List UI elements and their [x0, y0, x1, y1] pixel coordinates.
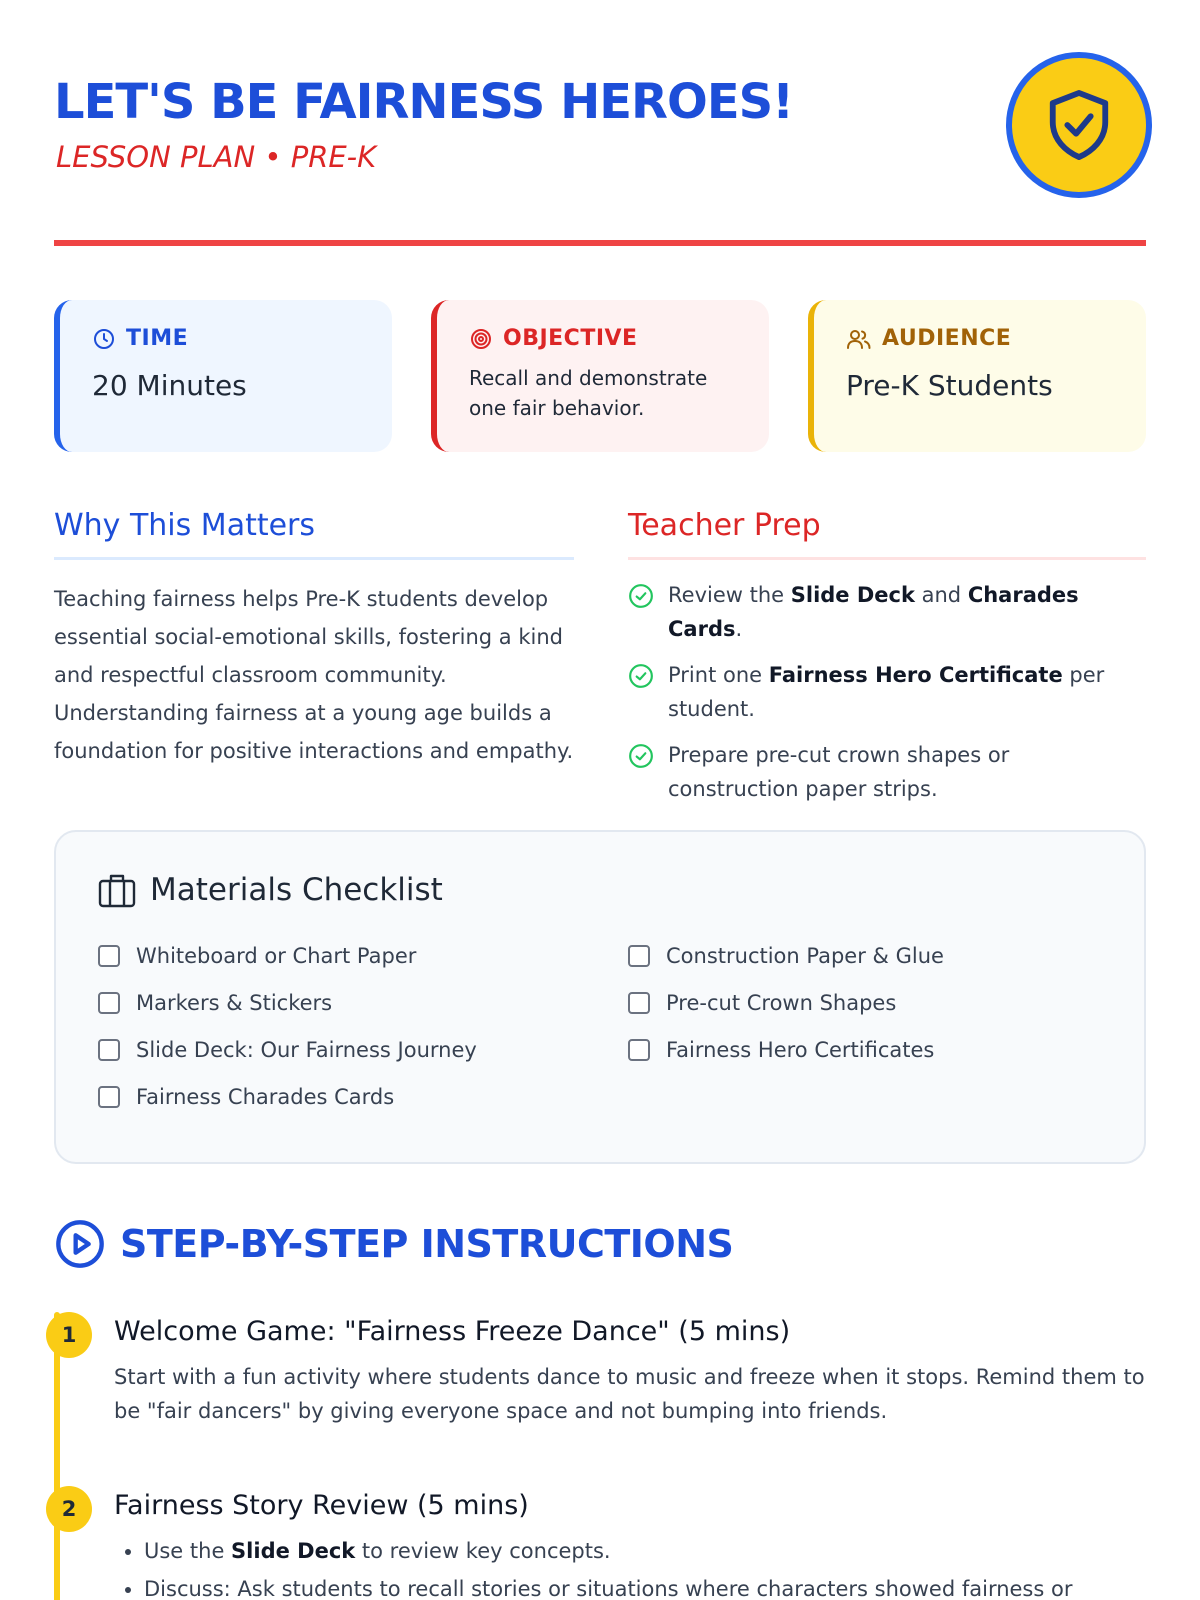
briefcase-icon [98, 872, 136, 908]
step-body: Start with a fun activity where students dance to music and freeze when it stops. Remind them to be "fair dancers" by giving everyone space and not bumping into friends. [114, 1365, 1145, 1423]
step-title: Fairness Story Review (5 mins) [114, 1490, 529, 1521]
page-subtitle: LESSON PLAN • PRE-K [56, 140, 377, 174]
checklist-item[interactable]: Pre-cut Crown Shapes [628, 979, 944, 1026]
why-body: Teaching fairness helps Pre-K students develop essential social-emotional skills, fostering a kind and respectful classroom community. Understanding fairness at a young age builds a foundation for positive interactions and empathy. [54, 587, 574, 763]
clock-icon [92, 327, 116, 351]
materials-checklist [54, 830, 1146, 1164]
step-item [46, 1486, 1146, 1600]
page-title: LET'S BE FAIRNESS HEROES! [54, 74, 794, 130]
prep-item: Prepare pre-cut crown shapes or construction paper strips. [628, 738, 1146, 806]
time-value: 20 Minutes [92, 369, 247, 402]
prep-list [628, 578, 1146, 806]
step-bullet: • Discuss: Ask students to recall stories or situations where characters showed fairness or [144, 1570, 1146, 1600]
step-number: 1 [46, 1312, 92, 1358]
audience-card [808, 300, 1146, 452]
checklist-item[interactable]: Construction Paper & Glue [628, 932, 944, 979]
step-title: Welcome Game: "Fairness Freeze Dance" (5 mins) [114, 1316, 791, 1347]
audience-value: Pre-K Students [846, 369, 1053, 402]
step-item [46, 1312, 1146, 1428]
checkbox[interactable] [98, 1039, 120, 1061]
users-icon [846, 327, 872, 351]
checkbox[interactable] [98, 1086, 120, 1108]
why-heading: Why This Matters [54, 508, 574, 560]
materials-heading: Materials Checklist [150, 872, 443, 908]
prep-heading: Teacher Prep [628, 508, 1146, 560]
objective-card [431, 300, 769, 452]
checkbox[interactable] [98, 945, 120, 967]
checklist-item[interactable]: Fairness Charades Cards [98, 1073, 477, 1120]
time-card [54, 300, 392, 452]
checkbox[interactable] [628, 1039, 650, 1061]
play-circle-icon [54, 1218, 106, 1270]
time-label: TIME [126, 326, 189, 351]
steps-heading: STEP-BY-STEP INSTRUCTIONS [120, 1222, 734, 1266]
shield-check-icon [1006, 52, 1152, 198]
checklist-item[interactable]: Slide Deck: Our Fairness Journey [98, 1026, 477, 1073]
step-bullets [144, 1532, 1146, 1600]
check-circle-icon [628, 663, 654, 689]
objective-value: Recall and demonstrate one fair behavior. [469, 366, 708, 420]
info-cards [54, 300, 1146, 452]
checkbox[interactable] [98, 992, 120, 1014]
checklist-item[interactable]: Whiteboard or Chart Paper [98, 932, 477, 979]
checklist-item[interactable]: Markers & Stickers [98, 979, 477, 1026]
steps-heading-row [54, 1218, 733, 1270]
checkbox[interactable] [628, 992, 650, 1014]
checkbox[interactable] [628, 945, 650, 967]
prep-item: Print one Fairness Hero Certificate per student. [628, 658, 1146, 726]
check-circle-icon [628, 583, 654, 609]
check-circle-icon [628, 743, 654, 769]
prep-item: Review the Slide Deck and Charades Cards. [628, 578, 1146, 646]
header [54, 52, 1146, 202]
target-icon [469, 327, 493, 351]
checklist-item[interactable]: Fairness Hero Certificates [628, 1026, 944, 1073]
audience-label: AUDIENCE [882, 326, 1012, 351]
header-divider [54, 240, 1146, 246]
why-this-matters-section [54, 508, 574, 770]
teacher-prep-section [628, 508, 1146, 818]
objective-label: OBJECTIVE [503, 326, 638, 351]
step-number: 2 [46, 1486, 92, 1532]
step-bullet: • Use the Slide Deck to review key concepts. [144, 1532, 1146, 1570]
